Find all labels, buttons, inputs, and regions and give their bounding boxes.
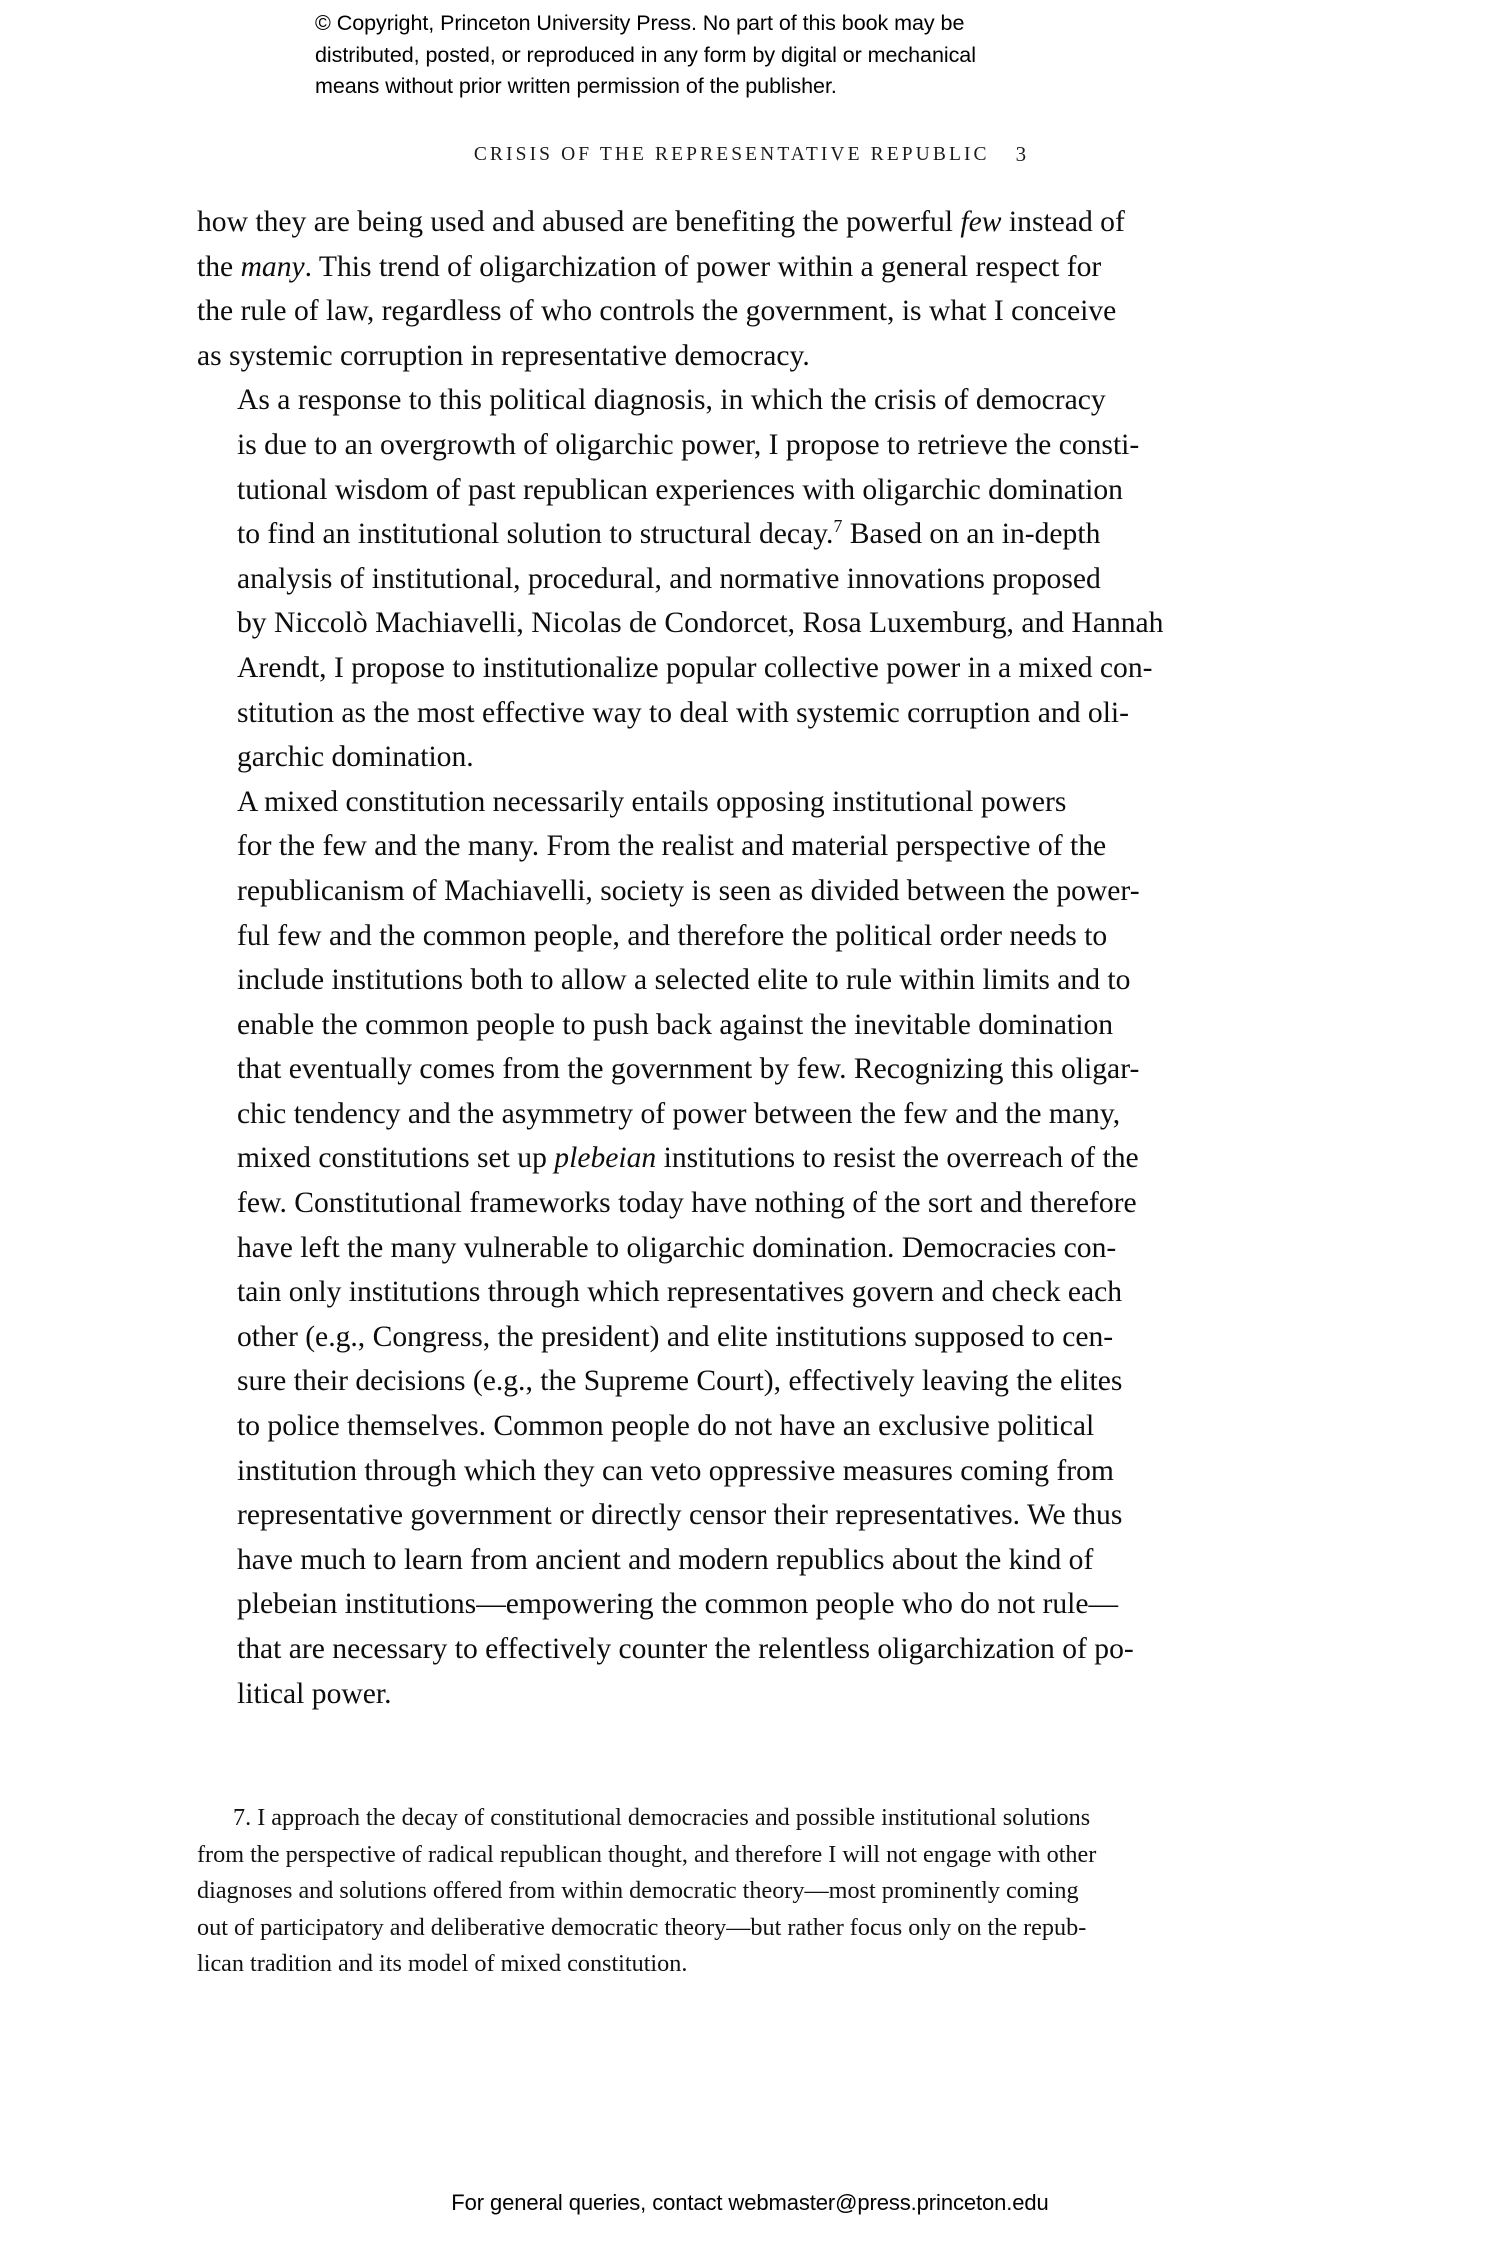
text-run: have much to learn from ancient and modern republics about the kind of xyxy=(237,1543,1094,1576)
text-line xyxy=(197,601,1257,646)
paragraph xyxy=(197,378,1257,779)
text-run: A mixed constitution necessarily entails opposing institutional powers xyxy=(237,785,1067,818)
text-run: as systemic corruption in representative democracy. xyxy=(197,339,810,372)
text-run: Arendt, I propose to institutionalize popular collective power in a mixed con- xyxy=(237,651,1153,684)
text-run: republicanism of Machiavelli, society is seen as divided between the power- xyxy=(237,874,1140,907)
body-text xyxy=(197,200,1257,1716)
italic-text: few xyxy=(960,206,1002,238)
footnote-reference: 7 xyxy=(833,516,843,537)
text-run: few. Constitutional frameworks today have nothing of the sort and therefore xyxy=(237,1187,1137,1220)
italic-text: plebeian xyxy=(554,1142,657,1175)
text-run: that eventually comes from the government by few. Recognizing this oligar- xyxy=(237,1053,1140,1086)
text-line xyxy=(197,958,1257,1003)
text-line xyxy=(197,869,1257,914)
copyright-line: means without prior written permission of the publisher. xyxy=(315,74,837,98)
running-head-title: CRISIS OF THE REPRESENTATIVE REPUBLIC xyxy=(473,144,990,165)
text-run: Based on an in-depth xyxy=(842,518,1101,551)
text-line xyxy=(197,1047,1257,1092)
text-run: include institutions both to allow a selected elite to rule within limits and to xyxy=(237,964,1131,997)
footnote-line: diagnoses and solutions offered from within democratic theory—most prominently coming xyxy=(197,1877,1079,1905)
text-run: other (e.g., Congress, the president) and elite institutions supposed to cen- xyxy=(237,1320,1114,1353)
text-run: sure their decisions (e.g., the Supreme Court), effectively leaving the elites xyxy=(237,1365,1123,1398)
text-line xyxy=(197,735,1257,780)
text-run: the rule of law, regardless of who controls the government, is what I conceive xyxy=(197,295,1117,328)
footnote-block xyxy=(197,1800,1257,1983)
text-run: tain only institutions through which representatives govern and check each xyxy=(237,1276,1123,1309)
text-line xyxy=(197,1449,1257,1494)
paragraph xyxy=(197,780,1257,1716)
text-run: to find an institutional solution to structural decay. xyxy=(237,518,834,551)
text-line xyxy=(197,378,1257,423)
text-line xyxy=(197,200,1257,245)
text-line xyxy=(197,1181,1257,1226)
text-run: As a response to this political diagnosis, in which the crisis of democracy xyxy=(237,384,1106,417)
text-run: representative government or directly censor their representatives. We thus xyxy=(237,1499,1123,1532)
paragraph xyxy=(197,200,1257,378)
text-line xyxy=(197,1270,1257,1315)
running-head xyxy=(0,141,1500,166)
text-line xyxy=(197,1226,1257,1271)
text-line xyxy=(197,1003,1257,1048)
text-line xyxy=(197,1582,1257,1627)
text-run: institutions to resist the overreach of the xyxy=(656,1142,1139,1175)
text-line xyxy=(197,245,1257,290)
footnote-line: out of participatory and deliberative democratic theory—but rather focus only on the repub- xyxy=(197,1913,1087,1941)
text-run: institution through which they can veto oppressive measures coming from xyxy=(237,1454,1114,1487)
text-line xyxy=(197,914,1257,959)
text-line xyxy=(197,780,1257,825)
text-run: stitution as the most effective way to deal with systemic corruption and oli- xyxy=(237,696,1130,729)
page-footer: For general queries, contact webmaster@press.princeton.edu xyxy=(451,2190,1049,2215)
text-line xyxy=(197,423,1257,468)
text-run: the xyxy=(197,250,241,283)
text-run: ful few and the common people, and therefore the political order needs to xyxy=(237,919,1108,952)
text-run: tutional wisdom of past republican experiences with oligarchic domination xyxy=(237,473,1123,506)
text-run: have left the many vulnerable to oligarchic domination. Democracies con- xyxy=(237,1231,1117,1264)
text-run: for the few and the many. From the realist and material perspective of the xyxy=(237,830,1107,863)
text-run: by Niccolò Machiavelli, Nicolas de Condorcet, Rosa Luxemburg, and Hannah xyxy=(237,607,1164,640)
text-line xyxy=(197,1404,1257,1449)
text-line xyxy=(197,557,1257,602)
copyright-notice xyxy=(315,8,1155,103)
text-run: is due to an overgrowth of oligarchic power, I propose to retrieve the consti- xyxy=(237,428,1140,461)
text-run: enable the common people to push back against the inevitable domination xyxy=(237,1008,1114,1041)
text-line xyxy=(197,468,1257,513)
text-line xyxy=(197,1627,1257,1672)
text-line xyxy=(197,1359,1257,1404)
text-run: litical power. xyxy=(237,1677,392,1710)
text-line xyxy=(197,1672,1257,1717)
text-run: garchic domination. xyxy=(237,741,474,774)
footnote-paragraph xyxy=(197,1800,1257,1983)
text-line xyxy=(197,691,1257,736)
text-line xyxy=(197,1092,1257,1137)
footnote-line: 7. I approach the decay of constitutional democracies and possible institutional solutions xyxy=(233,1804,1091,1831)
text-line xyxy=(197,512,1257,557)
text-run: that are necessary to effectively counter the relentless oligarchization of po- xyxy=(237,1633,1134,1665)
copyright-line: © Copyright, Princeton University Press. No part of this book may be xyxy=(315,11,965,35)
footnote-line: lican tradition and its model of mixed constitution. xyxy=(197,1950,688,1978)
text-run: instead of xyxy=(1001,206,1125,238)
text-line xyxy=(197,1136,1257,1181)
text-line xyxy=(197,289,1257,334)
text-line xyxy=(197,1538,1257,1583)
text-line xyxy=(197,646,1257,691)
text-line xyxy=(197,334,1257,379)
text-run: to police themselves. Common people do not have an exclusive political xyxy=(237,1410,1095,1443)
text-run: plebeian institutions—empowering the common people who do not rule— xyxy=(237,1588,1119,1621)
text-line xyxy=(197,824,1257,869)
text-run: how they are being used and abused are benefiting the powerful xyxy=(197,206,961,238)
text-run: mixed constitutions set up xyxy=(237,1142,555,1175)
footnote-line: from the perspective of radical republican thought, and therefore I will not engage with other xyxy=(197,1840,1097,1868)
page-number: 3 xyxy=(1015,142,1027,166)
text-line xyxy=(197,1493,1257,1538)
copyright-line: distributed, posted, or reproduced in any form by digital or mechanical xyxy=(315,42,976,67)
text-run: analysis of institutional, procedural, and normative innovations proposed xyxy=(237,562,1101,595)
italic-text: many xyxy=(240,250,305,283)
text-run: . This trend of oligarchization of power within a general respect for xyxy=(304,250,1102,283)
text-run: chic tendency and the asymmetry of power between the few and the many, xyxy=(237,1097,1121,1130)
text-line xyxy=(197,1315,1257,1360)
